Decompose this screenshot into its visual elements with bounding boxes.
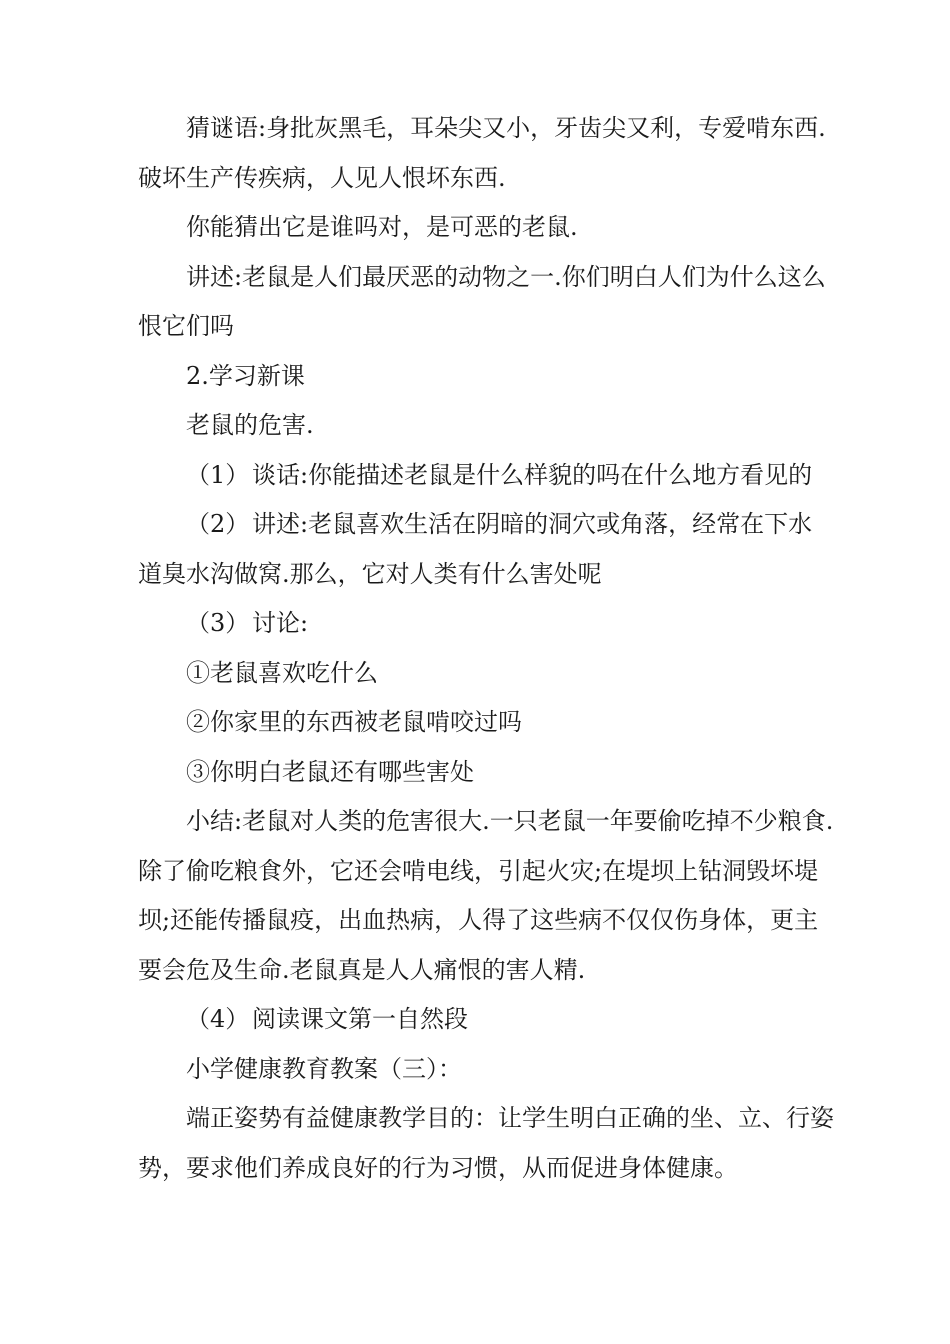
narration-line-2: 恨它们吗 — [138, 312, 234, 340]
lesson-plan-title: 小学健康教育教案（三）： — [186, 1054, 462, 1083]
section-title: 2.学习新课 — [186, 361, 305, 390]
item-4-label: （4） — [186, 1005, 250, 1033]
summary-line-3: 坝;还能传播鼠疫，出血热病，人得了这些病不仅仅伤身体，更主 — [138, 906, 819, 934]
summary-line-1: 小结:老鼠对人类的危害很大.一只老鼠一年要偷吃掉不少粮食. — [186, 807, 834, 835]
item-2-text: 讲述:老鼠喜欢生活在阴暗的洞穴或角落，经常在下水 — [252, 510, 813, 538]
question-2: ②你家里的东西被老鼠啃咬过吗 — [186, 708, 522, 736]
item-3-text: 讨论: — [252, 609, 309, 637]
narration-line-1: 讲述:老鼠是人们最厌恶的动物之一.你们明白人们为什么这么 — [186, 262, 826, 291]
document-body — [138, 104, 834, 1193]
answer-line: 你能猜出它是谁吗对，是可恶的老鼠. — [186, 213, 578, 241]
summary-line-4: 要会危及生命.老鼠真是人人痛恨的害人精. — [138, 955, 586, 984]
list-item-2-continuation: 道臭水沟做窝.那么，它对人类有什么害处呢 — [138, 559, 602, 588]
item-1-label: （1） — [186, 460, 250, 489]
list-item-2 — [138, 500, 828, 550]
subtopic: 老鼠的危害. — [186, 411, 314, 439]
list-item-1 — [138, 451, 828, 501]
riddle-line-2: 破坏生产传疾病，人见人恨坏东西. — [138, 163, 506, 192]
riddle-line-1: 猜谜语:身批灰黑毛，耳朵尖又小，牙齿尖又利，专爱啃东西. — [186, 114, 826, 142]
question-1: ①老鼠喜欢吃什么 — [186, 658, 378, 687]
lesson-plan-line-2: 势，要求他们养成良好的行为习惯，从而促进身体健康。 — [138, 1153, 738, 1182]
item-2-label: （2） — [186, 510, 250, 538]
list-item-3 — [138, 599, 828, 649]
item-4-text: 阅读课文第一自然段 — [252, 1005, 468, 1033]
list-item-4 — [138, 995, 828, 1045]
lesson-plan-line-1: 端正姿势有益健康教学目的：让学生明白正确的坐、立、行姿 — [186, 1104, 834, 1132]
question-3: ③你明白老鼠还有哪些害处 — [186, 757, 474, 786]
item-1-text: 谈话:你能描述老鼠是什么样貌的吗在什么地方看见的 — [252, 460, 813, 489]
summary-line-2: 除了偷吃粮食外，它还会啃电线，引起火灾;在堤坝上钻洞毁坏堤 — [138, 856, 819, 885]
item-3-label: （3） — [186, 609, 250, 637]
